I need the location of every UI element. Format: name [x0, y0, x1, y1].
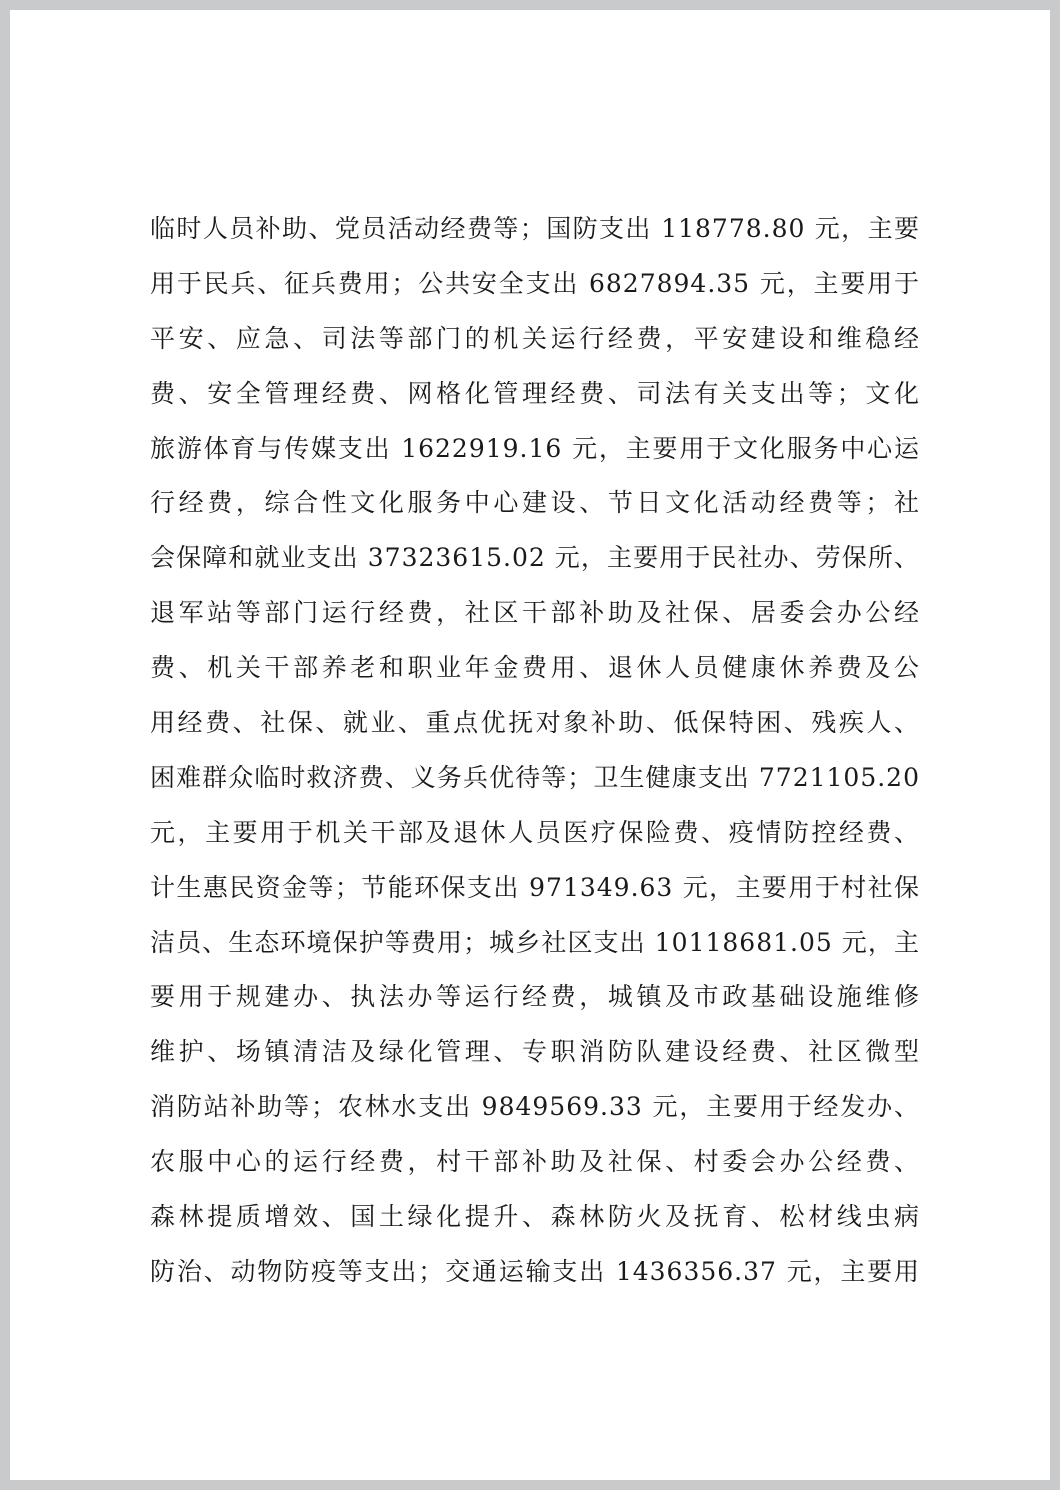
- text-line: 旅游体育与传媒支出 1622919.16 元，主要用于文化服务中心运: [150, 433, 920, 463]
- text-line: 行经费，综合性文化服务中心建设、节日文化活动经费等；社: [150, 488, 920, 518]
- text-line: 费、机关干部养老和职业年金费用、退休人员健康休养费及公: [150, 653, 920, 683]
- text-line: 计生惠民资金等；节能环保支出 971349.63 元，主要用于村社保: [150, 872, 920, 902]
- text-line: 困难群众临时救济费、义务兵优待等；卫生健康支出 7721105.20: [150, 762, 920, 792]
- text-line: 用于民兵、征兵费用；公共安全支出 6827894.35 元，主要用于: [150, 268, 920, 298]
- text-line: 防治、动物防疫等支出；交通运输支出 1436356.37 元，主要用: [150, 1256, 920, 1286]
- text-line: 费、安全管理经费、网格化管理经费、司法有关支出等；文化: [150, 378, 920, 408]
- text-line: 平安、应急、司法等部门的机关运行经费，平安建设和维稳经: [150, 323, 920, 353]
- text-line: 要用于规建办、执法办等运行经费，城镇及市政基础设施维修: [150, 982, 920, 1012]
- text-line: 洁员、生态环境保护等费用；城乡社区支出 10118681.05 元，主: [150, 927, 920, 957]
- text-line: 退军站等部门运行经费，社区干部补助及社保、居委会办公经: [150, 598, 920, 628]
- text-line: 维护、场镇清洁及绿化管理、专职消防队建设经费、社区微型: [150, 1037, 920, 1067]
- text-line: 临时人员补助、党员活动经费等；国防支出 118778.80 元，主要: [150, 214, 920, 243]
- text-line: 会保障和就业支出 37323615.02 元，主要用于民社办、劳保所、: [150, 543, 920, 573]
- text-line: 森林提质增效、国土绿化提升、森林防火及抚育、松材线虫病: [150, 1202, 920, 1232]
- text-line: 农服中心的运行经费，村干部补助及社保、村委会办公经费、: [150, 1147, 920, 1177]
- body-text: [150, 202, 920, 1300]
- text-line: 消防站补助等；农林水支出 9849569.33 元，主要用于经发办、: [150, 1092, 920, 1122]
- text-line: 元，主要用于机关干部及退休人员医疗保险费、疫情防控经费、: [150, 817, 920, 847]
- text-line: 用经费、社保、就业、重点优抚对象补助、低保特困、残疾人、: [150, 708, 920, 738]
- document-page: [10, 10, 1050, 1480]
